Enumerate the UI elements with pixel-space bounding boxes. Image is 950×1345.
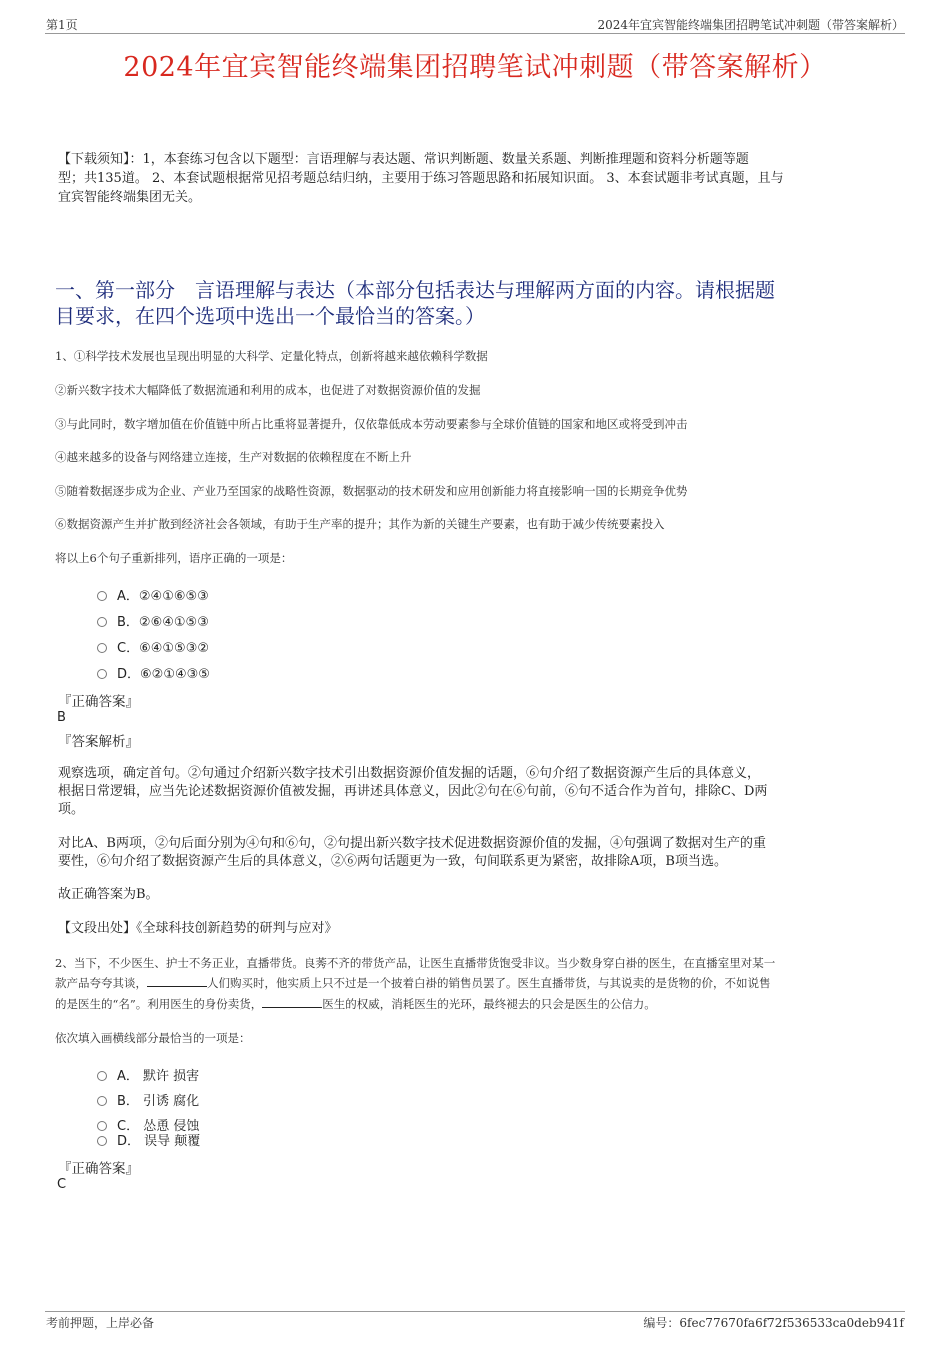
page-title: 2024年宜宾智能终端集团招聘笔试冲刺题（带答案解析）: [123, 52, 827, 83]
radio-icon[interactable]: [97, 1096, 107, 1106]
analysis-line: 要性，⑥句介绍了数据资源产生后的具体意义，②⑥两句话题更为一致，句间联系更为紧密，故排除A项，B项当选。: [58, 854, 727, 869]
analysis-label: 『答案解析』: [58, 734, 139, 750]
option-a[interactable]: [97, 1065, 199, 1084]
option-label: C． 怂恿 侵蚀: [117, 1119, 200, 1134]
answer-value: C: [57, 1177, 67, 1192]
question-prompt: 将以上6个句子重新排列，语序正确的一项是：: [55, 551, 293, 565]
fill-blank-1: [147, 975, 207, 987]
option-a[interactable]: [97, 585, 209, 604]
radio-icon[interactable]: [97, 643, 107, 653]
answer-label: 『正确答案』: [58, 694, 139, 710]
analysis-line: 项。: [58, 802, 85, 817]
section-heading-line: 一、第一部分 言语理解与表达（本部分包括表达与理解两方面的内容。请根据题: [55, 278, 775, 302]
option-d[interactable]: [97, 1130, 200, 1149]
page-number: 第1页: [46, 18, 78, 32]
notice-line: 型；共135道。 2、本套试题根据常见招考题总结归纳，主要用于练习答题思路和拓展知识面。 3、本套试题非考试真题，且与: [58, 171, 784, 186]
option-label: B． 引诱 腐化: [117, 1094, 200, 1109]
sentence: ③与此同时，数字增加值在价值链中所占比重将显著提升，仅依靠低成本劳动要素参与全球价值链的国家和地区或将受到冲击: [55, 417, 688, 431]
analysis-line: 对比A、B两项，②句后面分别为④句和⑥句，②句提出新兴数字技术促进数据资源价值的发掘，④句强调了数据对生产的重: [58, 836, 766, 851]
radio-icon[interactable]: [97, 1136, 107, 1146]
footer-slogan: 考前押题，上岸必备: [46, 1316, 155, 1330]
analysis-line: 观察选项，确定首句。②句通过介绍新兴数字技术引出数据资源价值发掘的话题，⑥句介绍了数据资源产生后的具体意义，: [58, 766, 761, 781]
option-label: D．⑥②①④③⑤: [117, 667, 210, 682]
text-segment: 款产品夸夸其谈，: [55, 976, 147, 990]
header-rule: [45, 33, 905, 34]
option-b[interactable]: [97, 1090, 199, 1109]
option-label: C．⑥④①⑤③②: [117, 641, 210, 656]
section-heading-line: 目要求，在四个选项中选出一个最恰当的答案。）: [55, 304, 485, 328]
fill-blank-2: [262, 996, 322, 1008]
option-label: D． 误导 颠覆: [117, 1134, 201, 1149]
sentence: ④越来越多的设备与网络建立连接，生产对数据的依赖程度在不断上升: [55, 450, 412, 464]
sentence: ②新兴数字技术大幅降低了数据流通和利用的成本，也促进了对数据资源价值的发掘: [55, 383, 481, 397]
answer-label: 『正确答案』: [58, 1161, 139, 1177]
option-label: A． 默许 损害: [117, 1069, 200, 1084]
footer-rule: [45, 1311, 905, 1312]
notice-line: 宜宾智能终端集团无关。: [58, 190, 202, 205]
answer-value: B: [57, 710, 66, 725]
radio-icon[interactable]: [97, 617, 107, 627]
analysis-line: 根据日常逻辑，应当先论述数据资源价值被发掘，再讲述具体意义，因此②句在⑥句前，⑥句不适合作为首句，排除C、D两: [58, 784, 768, 799]
sentence: 1、①科学技术发展也呈现出明显的大科学、定量化特点，创新将越来越依赖科学数据: [55, 349, 488, 363]
option-label: B．②⑥④①⑤③: [117, 615, 209, 630]
text-segment: 的是医生的“名”。利用医生的身份卖货，: [55, 997, 263, 1011]
sentence: ⑤随着数据逐步成为企业、产业乃至国家的战略性资源，数据驱动的技术研发和应用创新能力将直接影响一国的长期竞争优势: [55, 484, 688, 498]
question-text-line: 2、当下，不少医生、护士不务正业，直播带货。良莠不齐的带货产品，让医生直播带货饱受非议。当少数身穿白褂的医生，在直播室里对某一: [55, 956, 776, 970]
option-d[interactable]: [97, 663, 210, 682]
conclusion: 故正确答案为B。: [58, 887, 159, 902]
text-segment: 人们购买时，他实质上只不过是一个披着白褂的销售员罢了。医生直播带货，与其说卖的是货物的价，不如说售: [207, 976, 771, 990]
header-doc-title: 2024年宜宾智能终端集团招聘笔试冲刺题（带答案解析）: [597, 18, 904, 32]
text-segment: 医生的权威，消耗医生的光环，最终褪去的只会是医生的公信力。: [322, 997, 656, 1011]
footer-doc-id: 编号：6fec77670fa6f72f536533ca0deb941f: [643, 1316, 904, 1330]
question-text-line: [55, 996, 656, 1012]
radio-icon[interactable]: [97, 669, 107, 679]
sentence: ⑥数据资源产生并扩散到经济社会各领域，有助于生产率的提升；其作为新的关键生产要素，也有助于减少传统要素投入: [55, 517, 665, 531]
radio-icon[interactable]: [97, 1071, 107, 1081]
source-citation: 【文段出处】《全球科技创新趋势的研判与应对》: [58, 921, 338, 936]
question-text-line: [55, 975, 771, 991]
notice-line: 【下载须知】：1，本套练习包含以下题型：言语理解与表达题、常识判断题、数量关系题、判断推理题和资料分析题等题: [58, 152, 749, 167]
option-b[interactable]: [97, 611, 209, 630]
option-c[interactable]: [97, 637, 209, 656]
option-label: A．②④①⑥⑤③: [117, 589, 209, 604]
question-prompt: 依次填入画横线部分最恰当的一项是：: [55, 1031, 251, 1045]
radio-icon[interactable]: [97, 591, 107, 601]
